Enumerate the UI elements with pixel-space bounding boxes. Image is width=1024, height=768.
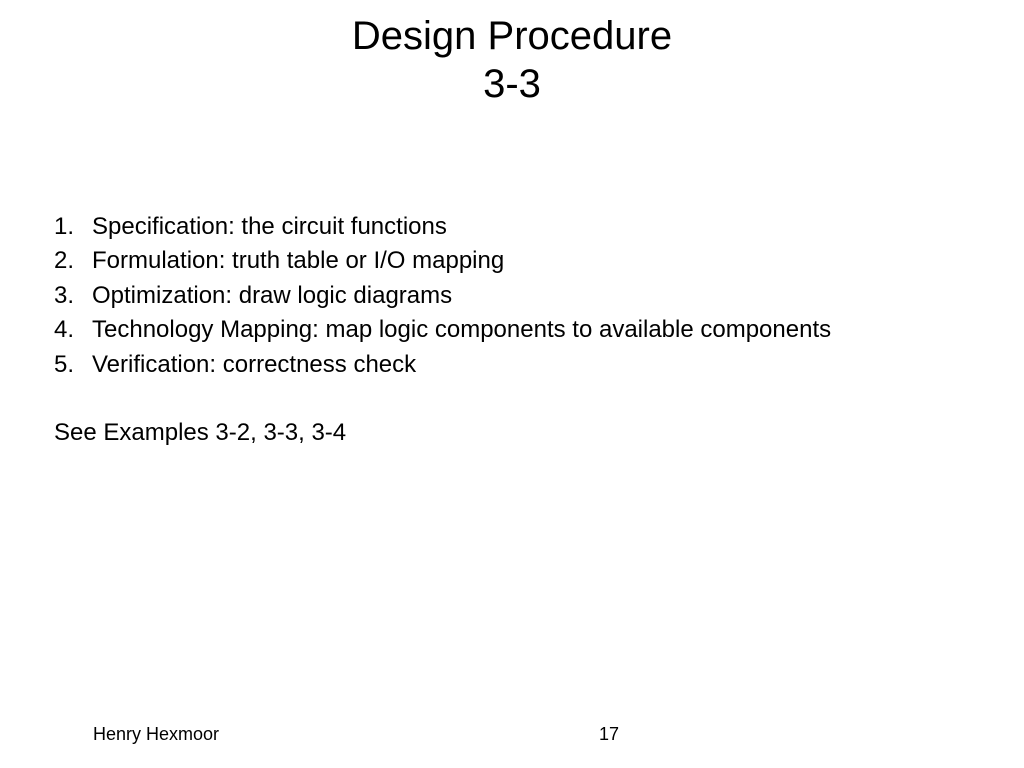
- step-text: Formulation: truth table or I/O mapping: [92, 247, 505, 275]
- footer-author: Henry Hexmoor: [93, 724, 220, 744]
- slide-title: [0, 12, 1024, 108]
- step-text: Specification: the circuit functions: [92, 213, 447, 240]
- list-item: [54, 348, 831, 382]
- step-number: 3.: [54, 281, 75, 309]
- step-number: 1.: [54, 213, 75, 240]
- examples-note: See Examples 3-2, 3-3, 3-4: [54, 419, 347, 446]
- step-text: Technology Mapping: map logic components to available components: [92, 316, 832, 344]
- step-text: Optimization: draw logic diagrams: [92, 281, 453, 309]
- step-number: 5.: [54, 350, 75, 378]
- list-item: [54, 210, 831, 244]
- list-item: [54, 313, 831, 347]
- step-number: 2.: [54, 247, 75, 275]
- step-number: 4.: [54, 316, 75, 344]
- slide-title-section: 3-3: [483, 62, 541, 106]
- page-number: 17: [599, 724, 620, 744]
- list-item: [54, 244, 831, 278]
- step-text: Verification: correctness check: [92, 350, 417, 378]
- list-item: [54, 279, 831, 313]
- design-steps-list: [54, 210, 831, 382]
- slide-title-main: Design Procedure: [351, 14, 673, 58]
